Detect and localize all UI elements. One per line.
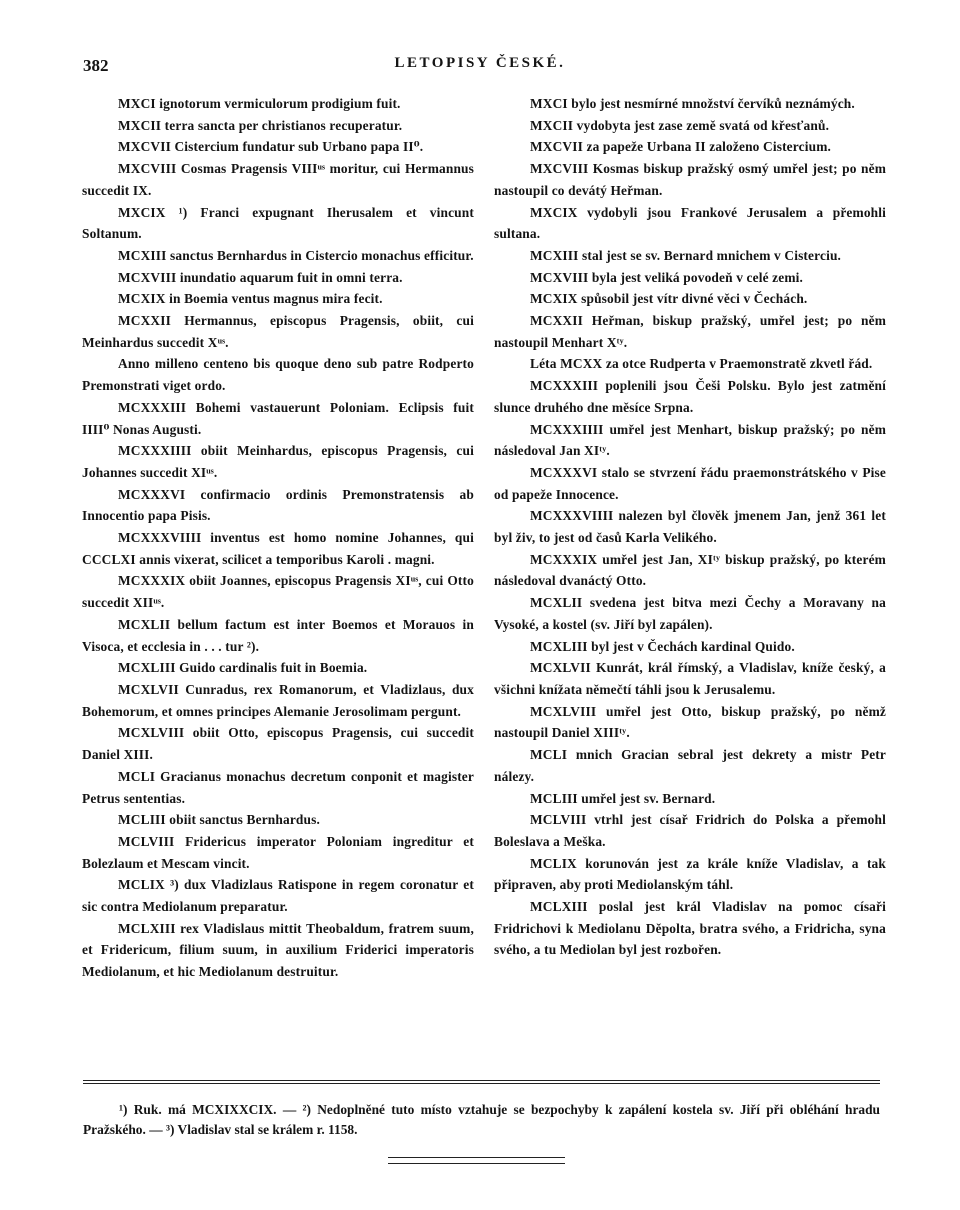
czech-entry: MCXLVII Kunrát, král římský, a Vladislav, kníže český, a všichni knížata němečtí táhli jsou k Jerusalemu. xyxy=(494,660,886,697)
czech-entry: MXCII vydobyta jest zase země svatá od křesťanů. xyxy=(530,117,830,133)
czech-entry: MCXXXIX umřel jest Jan, XIᵗʸ biskup pražský, po kterém následoval dvanáctý Otto. xyxy=(494,551,886,589)
czech-entry: MCLIX korunován jest za krále kníže Vladislav, a tak připraven, aby proti Mediolanským táhl. xyxy=(494,855,886,893)
latin-entry: MCXLII bellum factum est inter Boemos et Morauos in Visoca, et ecclesia in . . . tur ²). xyxy=(82,616,474,654)
latin-entry: MCLIII obiit sanctus Bernhardus. xyxy=(118,812,320,828)
czech-entry: MXCVII za papeže Urbana II založeno Cistercium. xyxy=(530,139,831,155)
latin-entry: MCLI Gracianus monachus decretum conponit et magister Petrus sententias. xyxy=(82,768,474,806)
czech-entry: MXCI bylo jest nesmírné množství červíků neznámých. xyxy=(530,96,855,111)
footnote-text: ¹) Ruk. má MCXIXXCIX. — ²) Nedoplněné tuto místo vztahuje se bezpochyby k zapálení kostela sv. Jiří při obléhání hradu Pražského. — ³) Vladislav stal se králem r. 1158. xyxy=(83,1102,880,1137)
czech-entry: MCXLVIII umřel jest Otto, biskup pražský, po němž nastoupil Daniel XIIIᵗʸ. xyxy=(494,703,886,741)
footnotes xyxy=(83,1100,880,1140)
latin-entry: MXCI ignotorum vermiculorum prodigium fuit. xyxy=(118,96,401,111)
czech-entry: MCLI mnich Gracian sebral jest dekrety a mistr Petr nálezy. xyxy=(494,747,886,784)
latin-entry: MCXXII Hermannus, episcopus Pragensis, obiit, cui Meinhardus succedit Xᵘˢ. xyxy=(82,313,474,350)
czech-entry: MCXXXIIII umřel jest Menhart, biskup pražský; po něm následoval Jan XIᵗʸ. xyxy=(494,421,886,459)
latin-entry: MCXLVIII obiit Otto, episcopus Pragensis, cui succedit Daniel XIII. xyxy=(82,725,474,763)
latin-entry: MCLXIII rex Vladislaus mittit Theobaldum, fratrem suum, et Fridericum, filium suum, in auxilium Friderici imperatoris Mediolanum, et hic Mediolanum destruitur. xyxy=(82,920,474,980)
czech-entry: Léta MCXX za otce Rudperta v Praemonstratě zkvetl řád. xyxy=(530,356,873,372)
czech-entry: MCXLIII byl jest v Čechách kardinal Quido. xyxy=(530,638,795,654)
czech-entry: MCXXXVI stalo se stvrzení řádu praemonstrátského v Pise od papeže Innocence. xyxy=(494,464,886,502)
czech-entry: MCXVIII byla jest veliká povodeň v celé zemi. xyxy=(530,269,804,285)
czech-column xyxy=(494,93,886,961)
footnote-divider xyxy=(83,1080,880,1081)
latin-entry: MCXLVII Cunradus, rex Romanorum, et Vladizlaus, dux Bohemorum, et omnes principes Alemanie Jerosolimam pergunt. xyxy=(82,681,474,719)
latin-entry: MCXIX in Boemia ventus magnus mira fecit. xyxy=(118,291,383,307)
latin-entry: MCLIX ³) dux Vladizlaus Ratispone in regem coronatur et sic contra Mediolanum preparatur. xyxy=(82,877,474,915)
czech-entry: MCXIX spůsobil jest vítr divné věci v Čechách. xyxy=(530,291,808,307)
latin-column xyxy=(82,93,474,983)
czech-entry: MCLIII umřel jest sv. Bernard. xyxy=(530,790,716,806)
latin-entry: MCXLIII Guido cardinalis fuit in Boemia. xyxy=(118,660,368,676)
czech-entry: MCLVIII vtrhl jest císař Fridrich do Polska a přemohl Boleslava a Meška. xyxy=(494,812,886,849)
latin-entry: MCXXXIII Bohemi vastauerunt Poloniam. Eclipsis fuit IIII⁰ Nonas Augusti. xyxy=(82,399,474,437)
czech-entry: MCXLII svedena jest bitva mezi Čechy a Moravany na Vysoké, a kostel (sv. Jiří byl zapálen). xyxy=(494,595,886,632)
latin-entry: MXCII terra sancta per christianos recuperatur. xyxy=(118,117,403,133)
latin-entry: MCXXXIIII obiit Meinhardus, episcopus Pragensis, cui Johannes succedit XIᵘˢ. xyxy=(82,443,474,480)
page-number: 382 xyxy=(83,56,109,75)
running-title: LETOPISY ČESKÉ. xyxy=(394,55,566,71)
latin-entry: MCLVIII Fridericus imperator Poloniam ingreditur et Bolezlaum et Mescam vincit. xyxy=(82,833,474,871)
czech-entry: MCXXXVIIII nalezen byl člověk jmenem Jan, jenž 361 let byl živ, to jest od časů Karla Velikého. xyxy=(494,508,886,546)
czech-entry: MCXIII stal jest se sv. Bernard mnichem v Cisterciu. xyxy=(530,247,842,263)
latin-entry: MCXVIII inundatio aquarum fuit in omni terra. xyxy=(118,269,403,285)
czech-entry: MXCVIII Kosmas biskup pražský osmý umřel jest; po něm nastoupil co devátý Heřman. xyxy=(494,161,886,198)
latin-entry: Anno milleno centeno bis quoque deno sub patre Rodperto Premonstrati viget ordo. xyxy=(82,356,474,394)
czech-entry: MCXXII Heřman, biskup pražský, umřel jest; po něm nastoupil Menhart Xᵗʸ. xyxy=(494,313,886,350)
czech-entry: MXCIX vydobyli jsou Frankové Jerusalem a přemohli sultana. xyxy=(494,204,886,242)
latin-entry: MCXXXVI confirmacio ordinis Premonstratensis ab Innocentio papa Pisis. xyxy=(82,486,474,524)
latin-entry: MXCVII Cistercium fundatur sub Urbano papa II⁰. xyxy=(118,139,424,155)
latin-entry: MCXXXIX obiit Joannes, episcopus Pragensis XIᵘˢ, cui Otto succedit XIIᵘˢ. xyxy=(82,573,474,611)
latin-entry: MXCVIII Cosmas Pragensis VIIIᵘˢ moritur, cui Hermannus succedit IX. xyxy=(82,161,474,198)
latin-entry: MCXIII sanctus Bernhardus in Cistercio monachus efficitur. xyxy=(118,247,474,263)
latin-entry: MCXXXVIIII inventus est homo nomine Johannes, qui CCCLXI annis vixerat, scilicet a temporibus Karoli . magni. xyxy=(82,530,474,567)
czech-entry: MCLXIII poslal jest král Vladislav na pomoc císaři Fridrichovi k Mediolanu Děpolta, bratra svého, a Fridricha, syna svého, a tu Mediolan byl jest rozbořen. xyxy=(494,899,886,958)
latin-entry: MXCIX ¹) Franci expugnant Iherusalem et vincunt Soltanum. xyxy=(82,204,474,242)
end-rule xyxy=(388,1157,565,1164)
czech-entry: MCXXXIII poplenili jsou Češi Polsku. Bylo jest zatmění slunce druhého dne měsíce Srpna. xyxy=(494,378,886,415)
